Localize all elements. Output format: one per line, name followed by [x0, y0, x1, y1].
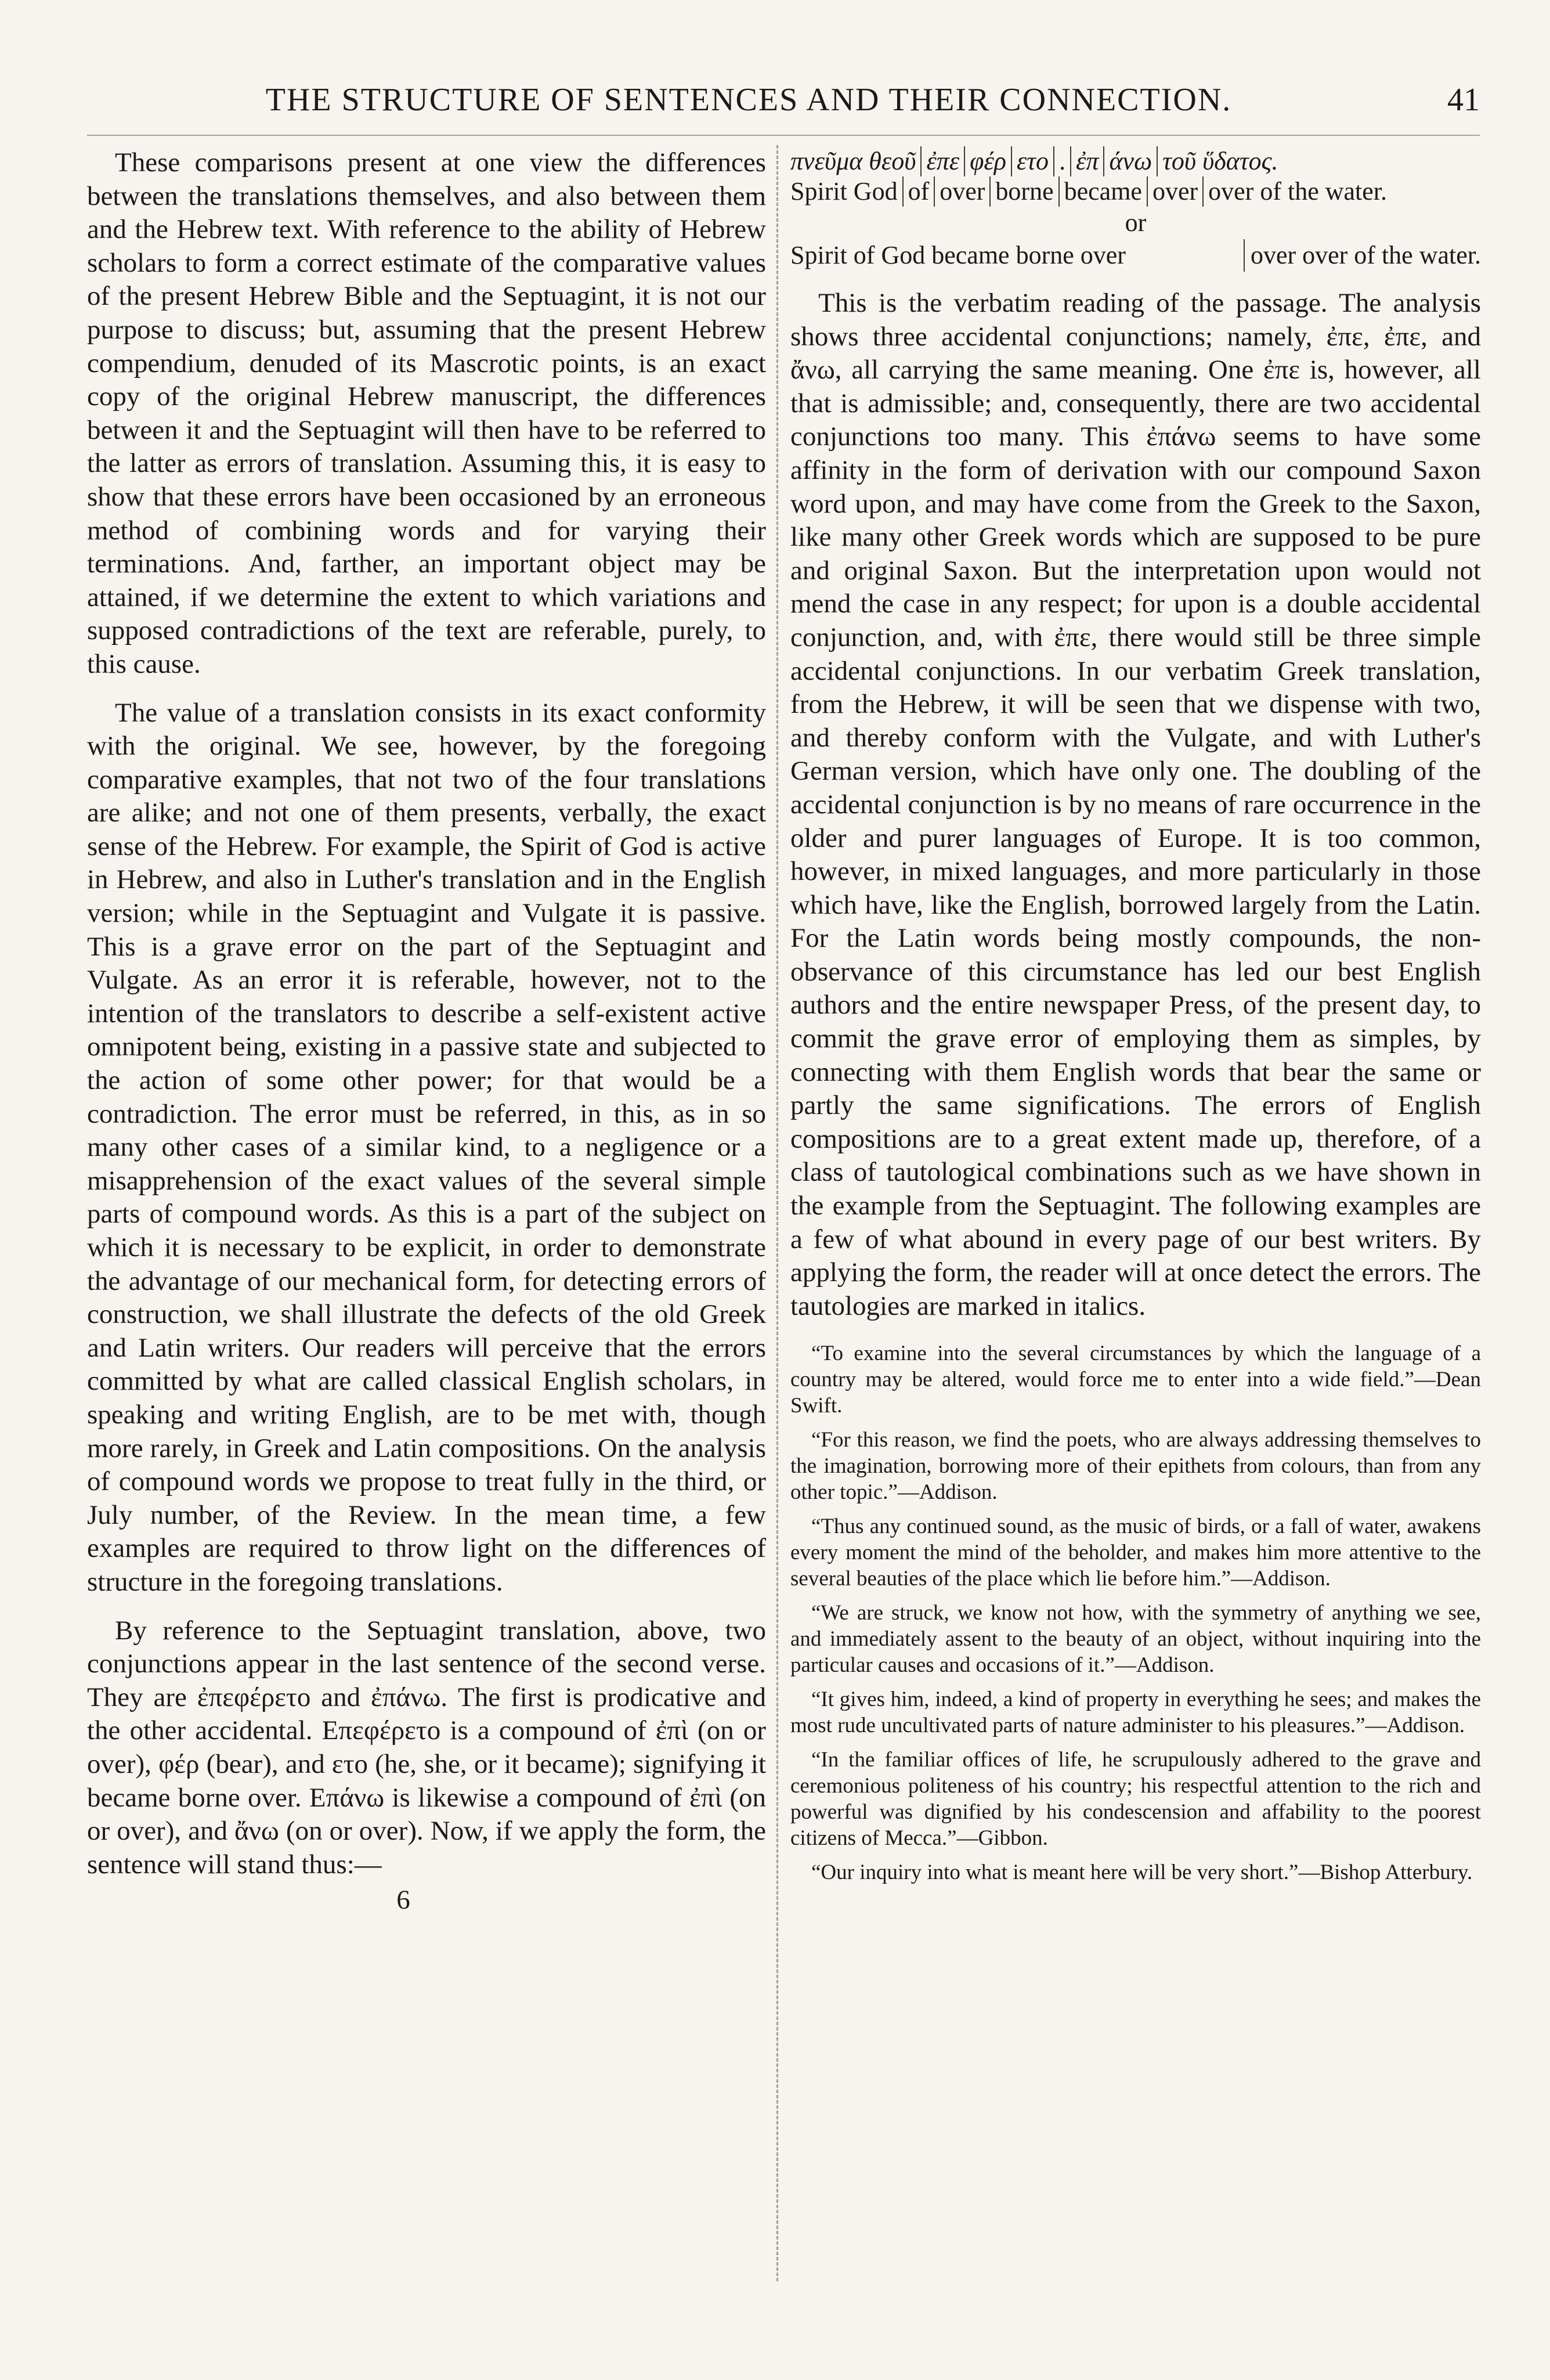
running-header [87, 81, 1480, 134]
quotation: “It gives him, indeed, a kind of property in everything he sees; and makes the most rude uncultivated parts of nature administer to his pleasures.”—Addison. [790, 1687, 1481, 1738]
quotation-list [790, 1340, 1481, 1885]
greek-cell: ἐπε [920, 146, 964, 176]
alternate-reading [790, 239, 1481, 272]
greek-cell: φέρ [964, 146, 1011, 176]
quotation: “In the familiar offices of life, he scrupulously adhered to the grave and ceremonious politeness of his country; his respectful attention to the rich and powerful was dignified by his condescension and affability to the poorest citizens of Mecca.”—Gibbon. [790, 1748, 1481, 1851]
greek-cell: ἐπ [1070, 146, 1103, 176]
alternate-reading-left: Spirit of God became borne over [790, 241, 1126, 269]
right-column [790, 146, 1481, 1894]
greek-row [790, 146, 1481, 176]
quotation: “Our inquiry into what is meant here will be very short.”—Bishop Atterbury. [811, 1860, 1473, 1885]
quotation: “We are struck, we know not how, with the symmetry of anything we see, and immediately assent to the beauty of an object, without inquiring into the particular causes and occasions of it.”—Addison. [790, 1601, 1481, 1678]
greek-cell: άνω [1103, 146, 1157, 176]
english-cell: over [934, 176, 989, 207]
column-divider [776, 145, 778, 2281]
header-rule [87, 135, 1480, 136]
page-number: 41 [1447, 82, 1480, 118]
greek-cell: ετο [1011, 146, 1053, 176]
quotation: “For this reason, we find the poets, who are always addressing themselves to the imagination, borrowing more of their epithets from colours, than from any other topic.”—Addison. [790, 1428, 1481, 1505]
quotation: “To examine into the several circumstances by which the language of a country may be altered, would force me to enter into a wide field.”—Dean Swift. [790, 1342, 1481, 1418]
english-row [790, 176, 1481, 207]
signature-mark: 6 [396, 1885, 410, 1916]
english-cell: Spirit God [790, 177, 898, 205]
running-title: THE STRUCTURE OF SENTENCES AND THEIR CONNECTION. [265, 82, 1232, 118]
greek-cell: τοῦ ὕδατος. [1157, 146, 1282, 176]
left-column [87, 146, 766, 1917]
greek-analysis-table [790, 146, 1481, 272]
english-cell: became [1058, 176, 1147, 207]
left-paragraph-1: These comparisons present at one view the differences between the translations themselves, and also between them and the Hebrew text. With reference to the ability of Hebrew scholars to form a correct estimate of the comparative values of the present Hebrew Bible and the Septuagint, it is not our purpose to discuss; but, assuming that the present Hebrew compendium, denuded of its Mascrotic points, is an exact copy of the original Hebrew manuscript, the differences between it and the Septuagint will then have to be referred to the latter as errors of translation. Assuming this, it is easy to show that these errors have been occasioned by an erroneous method of combining words and for varying their terminations. And, farther, an important object may be attained, if we determine the extent to which variations and supposed contradictions of the text are referable, purely, to this cause. [87, 147, 766, 679]
greek-cell: πνεῦμα θεοῦ [790, 147, 916, 175]
quotation: “Thus any continued sound, as the music of birds, or a fall of water, awakens every moment the mind of the beholder, and makes him more attentive to the several beauties of the place which lie before him.”—Addison. [790, 1514, 1481, 1591]
right-paragraph-1: This is the verbatim reading of the passage. The analysis shows three accidental conjunctions; namely, ἐπε, ἐπε, and ἄνω, all carrying the same meaning. One ἐπε is, however, all that is admissible; and, consequently, there are two accidental conjunctions too many. This ἐπάνω seems to have some affinity in the form of derivation with our compound Saxon word upon, and may have come from the Greek to the Saxon, like many other Greek words which are supposed to be pure and original Saxon. But the interpretation upon would not mend the case in any respect; for upon is a double accidental conjunction, and, with ἐπε, there would still be three simple accidental conjunctions. In our verbatim Greek translation, from the Hebrew, it will be seen that we dispense with two, and thereby conform with the Vulgate, and with Luther's German version, which have only one. The doubling of the accidental conjunction is by no means of rare occurrence in the older and purer languages of Europe. It is too common, however, in mixed languages, and more particularly in those which have, like the English, borrowed largely from the Latin. For the Latin words being mostly compounds, the non-observance of this circumstance has led our best English authors and the entire newspaper Press, of the present day, to commit the grave error of employing them as simples, by connecting with them English words that bear the same or partly the same significations. The errors of English compositions are to a great extent made up, therefore, of a class of tautological combinations such as we have shown in the example from the Septuagint. The following examples are a few of what abound in every page of our best writers. By applying the form, the reader will at once detect the errors. The tautologies are marked in italics. [790, 288, 1481, 1321]
left-paragraph-2: The value of a translation consists in its exact conformity with the original. We see, however, by the foregoing comparative examples, that not two of the four translations are alike; and not one of them presents, verbally, the exact sense of the Hebrew. For example, the Spirit of God is active in Hebrew, and also in Luther's translation and in the English version; while in the Septuagint and Vulgate it is passive. This is a grave error on the part of the Septuagint and Vulgate. As an error it is referable, however, not to the intention of the translators to describe a self-existent active omnipotent being, existing in a passive state and subjected to the action of some other power; for that would be a contradiction. The error must be referred, in this, as in so many other cases of a similar kind, to a negligence or a misapprehension of the exact values of the several simple parts of compound words. As this is a part of the subject on which it is necessary to be explicit, in order to demonstrate the advantage of our mechanical form, for detecting errors of construction, we shall illustrate the defects of the old Greek and Latin writers. Our readers will perceive that the errors committed by what are called classical English scholars, in speaking and writing English, are to be met with, though more rarely, in Greek and Latin compositions. On the analysis of compound words we propose to treat fully in the third, or July number, of the Review. In the mean time, a few examples are required to throw light on the differences of structure in the foregoing translations. [87, 697, 766, 1597]
left-paragraph-3: By reference to the Septuagint translation, above, two conjunctions appear in the last sentence of the second verse. They are ἐπεφέρετο and ἐπάνω. The first is prodicative and the other accidental. Επεφέρετο is a compound of ἐπὶ (on or over), φέρ (bear), and ετο (he, she, or it became); signifying it became borne over. Επάνω is likewise a compound of ἐπὶ (on or over), and ἄνω (on or over). Now, if we apply the form, the sentence will stand thus:— [87, 1615, 766, 1880]
greek-cell: . [1053, 146, 1070, 176]
english-cell: over of the water. [1202, 176, 1392, 207]
english-cell: over [1147, 176, 1202, 207]
or-label: or [1125, 208, 1147, 237]
alternate-reading-right: over over of the water. [1244, 239, 1481, 272]
english-cell: of [902, 176, 934, 207]
english-cell: borne [989, 176, 1058, 207]
